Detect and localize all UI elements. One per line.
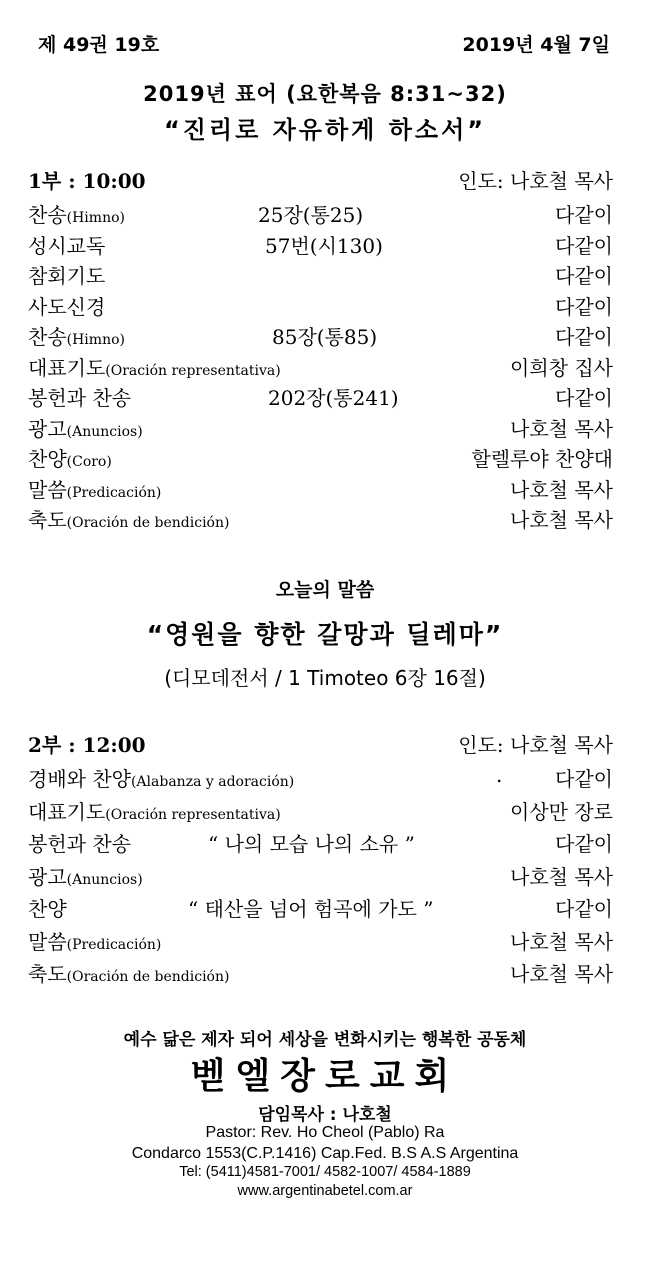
order-item [28, 926, 613, 959]
bulletin-date: 2019년 4월 7일 [462, 34, 610, 56]
order-item-name: 사도신경 [28, 294, 106, 319]
order-item [28, 443, 613, 474]
volume-number: 제 49권 19호 [38, 34, 160, 56]
order-item-name: 찬양(Coro) [28, 447, 112, 471]
pastor-english-name: Pastor: Rev. Ho Cheol (Pablo) Ra [205, 1124, 445, 1141]
church-name: 벧엘장로교회 [190, 1056, 460, 1097]
order-item [28, 504, 613, 535]
order-item-name: 말씀(Predicación) [28, 477, 162, 502]
order-item-person: 나호철 목사 [510, 416, 613, 441]
order-item-name: 광고(Anuncios) [28, 416, 143, 441]
order-item [28, 958, 613, 991]
bulletin-header [28, 30, 610, 60]
order-item-name: 경배와 찬양(Alabanza y adoración) [28, 767, 295, 791]
order-item-person: 나호철 목사 [510, 477, 613, 502]
order-item-name: 성시교독 [28, 233, 106, 258]
service-2 [28, 729, 613, 991]
service-1 [28, 165, 613, 535]
order-item-detail: 85장(통85) [272, 325, 378, 349]
order-item-person: 이상만 장로 [510, 799, 613, 824]
order-item-name: 광고(Anuncios) [28, 864, 143, 889]
order-item [28, 291, 613, 322]
order-item-person: 다같이 [555, 832, 613, 856]
order-item [28, 861, 613, 894]
order-item-person: 나호철 목사 [510, 508, 613, 532]
order-item-name: 찬송(Himno) [28, 325, 125, 349]
order-item-name: 참회기도 [28, 264, 106, 288]
order-item-name: 대표기도(Oración representativa) [28, 799, 281, 824]
order-item [28, 321, 613, 352]
order-item-person: 이희창 집사 [510, 355, 613, 380]
church-website: www.argentinabetel.com.ar [237, 1183, 413, 1199]
service-1-leader: 인도: 나호철 목사 [458, 169, 613, 193]
order-item [28, 352, 613, 383]
order-item [28, 413, 613, 444]
order-item [28, 382, 613, 413]
service-1-time: 1부 : 10:00 [28, 169, 146, 193]
order-item-person: 다같이 [555, 233, 613, 258]
order-item-person: 다같이 [555, 767, 613, 791]
order-item-person: 다같이 [555, 264, 613, 288]
order-item-person: 나호철 목사 [510, 864, 613, 889]
service-2-header [28, 729, 613, 763]
order-item [28, 796, 613, 829]
sermon-title: “영원을 향한 갈망과 딜레마” [146, 620, 504, 649]
order-item-person: 다같이 [555, 203, 613, 227]
service-2-leader: 인도: 나호철 목사 [458, 733, 613, 757]
sermon-label: 오늘의 말씀 [275, 579, 375, 601]
order-item [28, 199, 613, 230]
order-item-name: 봉헌과 찬송 [28, 832, 131, 856]
order-item-name: 찬송(Himno) [28, 203, 125, 227]
order-item-detail: 202장(통241) [268, 386, 399, 410]
order-item-name: 말씀(Predicación) [28, 929, 162, 954]
year-motto-reference: 2019년 표어 (요한복음 8:31~32) [143, 82, 507, 106]
service-2-time: 2부 : 12:00 [28, 733, 146, 757]
order-item-person: 다같이 [555, 294, 613, 319]
order-item [28, 230, 613, 261]
order-item-detail: . [496, 763, 503, 787]
order-item-name: 봉헌과 찬송 [28, 386, 131, 410]
order-item-detail: 57번(시130) [265, 233, 383, 258]
order-item-detail: “ 태산을 넘어 험곡에 가도 ” [188, 897, 434, 921]
order-item-name: 찬양 [28, 897, 67, 921]
sermon-reference: (디모데전서 / 1 Timoteo 6장 16절) [164, 666, 486, 690]
order-item [28, 828, 613, 861]
order-item [28, 260, 613, 291]
order-item-person: 다같이 [555, 386, 613, 410]
church-phone: Tel: (5411)4581-7001/ 4582-1007/ 4584-1889 [179, 1164, 471, 1180]
order-item [28, 474, 613, 505]
year-motto: “진리로 자유하게 하소서” [163, 116, 487, 144]
order-item-person: 나호철 목사 [510, 929, 613, 954]
order-item-name: 대표기도(Oración representativa) [28, 355, 281, 380]
order-item-name: 축도(Oración de bendición) [28, 508, 230, 532]
order-item-detail: 25장(통25) [258, 203, 364, 227]
church-slogan: 예수 닮은 제자 되어 세상을 변화시키는 행복한 공동체 [123, 1030, 527, 1050]
order-item-person: 다같이 [555, 897, 613, 921]
order-item-person: 다같이 [555, 325, 613, 349]
order-item-person: 할렐루야 찬양대 [471, 447, 613, 471]
church-address: Condarco 1553(C.P.1416) Cap.Fed. B.S A.S Argentina [131, 1145, 519, 1162]
senior-pastor: 담임목사 : 나호철 [258, 1105, 392, 1125]
order-item [28, 763, 613, 796]
order-item-person: 나호철 목사 [510, 962, 613, 986]
service-1-header [28, 165, 613, 199]
order-item-name: 축도(Oración de bendición) [28, 962, 230, 986]
order-item-detail: “ 나의 모습 나의 소유 ” [208, 832, 415, 856]
order-item [28, 893, 613, 926]
